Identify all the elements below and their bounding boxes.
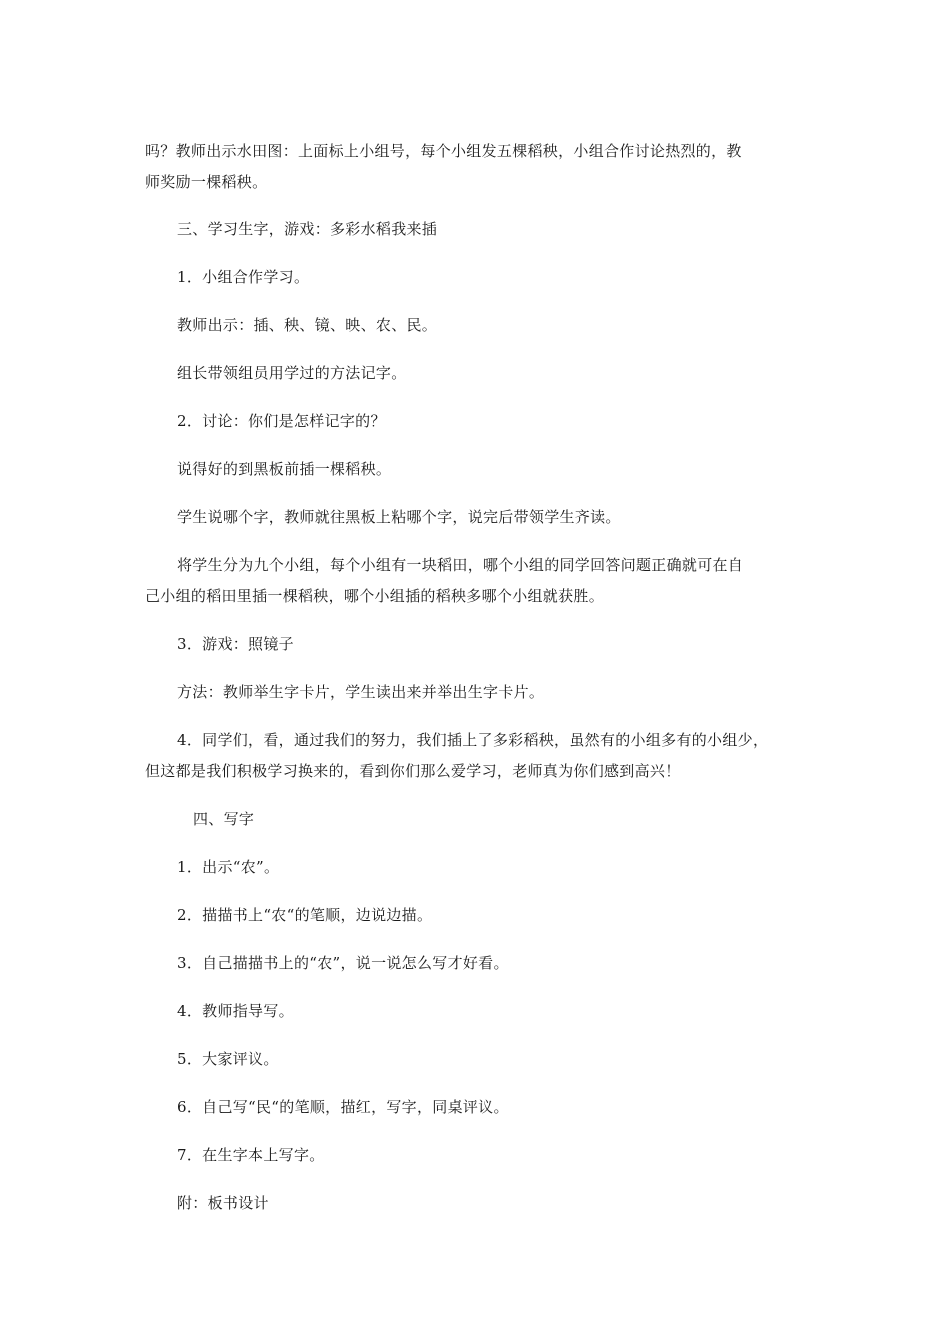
text-line: 学生说哪个字，教师就往黑板上粘哪个字，说完后带领学生齐读。 [177, 508, 621, 526]
text-line: 3．自己描描书上的“农”，说一说怎么写才好看。 [177, 954, 509, 972]
text-line: 4．教师指导写。 [177, 1002, 294, 1020]
text-line: 2．讨论：你们是怎样记字的？ [177, 412, 386, 430]
text-line: 5．大家评议。 [177, 1050, 279, 1068]
text-line: 己小组的稻田里插一棵稻秧，哪个小组插的稻秧多哪个小组就获胜。 [145, 587, 605, 605]
text-line: 将学生分为九个小组，每个小组有一块稻田，哪个小组的同学回答问题正确就可在自 [177, 556, 744, 574]
text-line: 1．小组合作学习。 [177, 268, 310, 286]
text-line: 组长带领组员用学过的方法记字。 [177, 364, 407, 382]
text-line: 7．在生字本上写字。 [177, 1146, 325, 1164]
section-heading: 四、写字 [193, 810, 255, 828]
text-line: 4．同学们，看，通过我们的努力，我们插上了多彩稻秧，虽然有的小组多有的小组少， [177, 731, 769, 749]
text-line: 3．游戏：照镜子 [177, 635, 294, 653]
section-heading: 三、学习生字，游戏：多彩水稻我来插 [177, 220, 438, 238]
text-line: 但这都是我们积极学习换来的，看到你们那么爱学习，老师真为你们感到高兴！ [145, 762, 681, 780]
text-line: 6．自己写“民“的笔顺，描红，写字，同桌评议。 [177, 1098, 509, 1116]
text-line: 教师出示：插、秧、镜、映、农、民。 [177, 316, 438, 334]
text-line: 附：板书设计 [177, 1194, 269, 1212]
text-line: 师奖励一棵稻秧。 [145, 173, 268, 191]
text-line: 吗？教师出示水田图：上面标上小组号，每个小组发五棵稻秧，小组合作讨论热烈的，教 [145, 142, 742, 160]
text-line: 1．出示“农”。 [177, 858, 280, 876]
text-line: 2．描描书上“农“的笔顺，边说边描。 [177, 906, 433, 924]
text-line: 说得好的到黑板前插一棵稻秧。 [177, 460, 392, 478]
text-line: 方法：教师举生字卡片，学生读出来并举出生字卡片。 [177, 683, 545, 701]
